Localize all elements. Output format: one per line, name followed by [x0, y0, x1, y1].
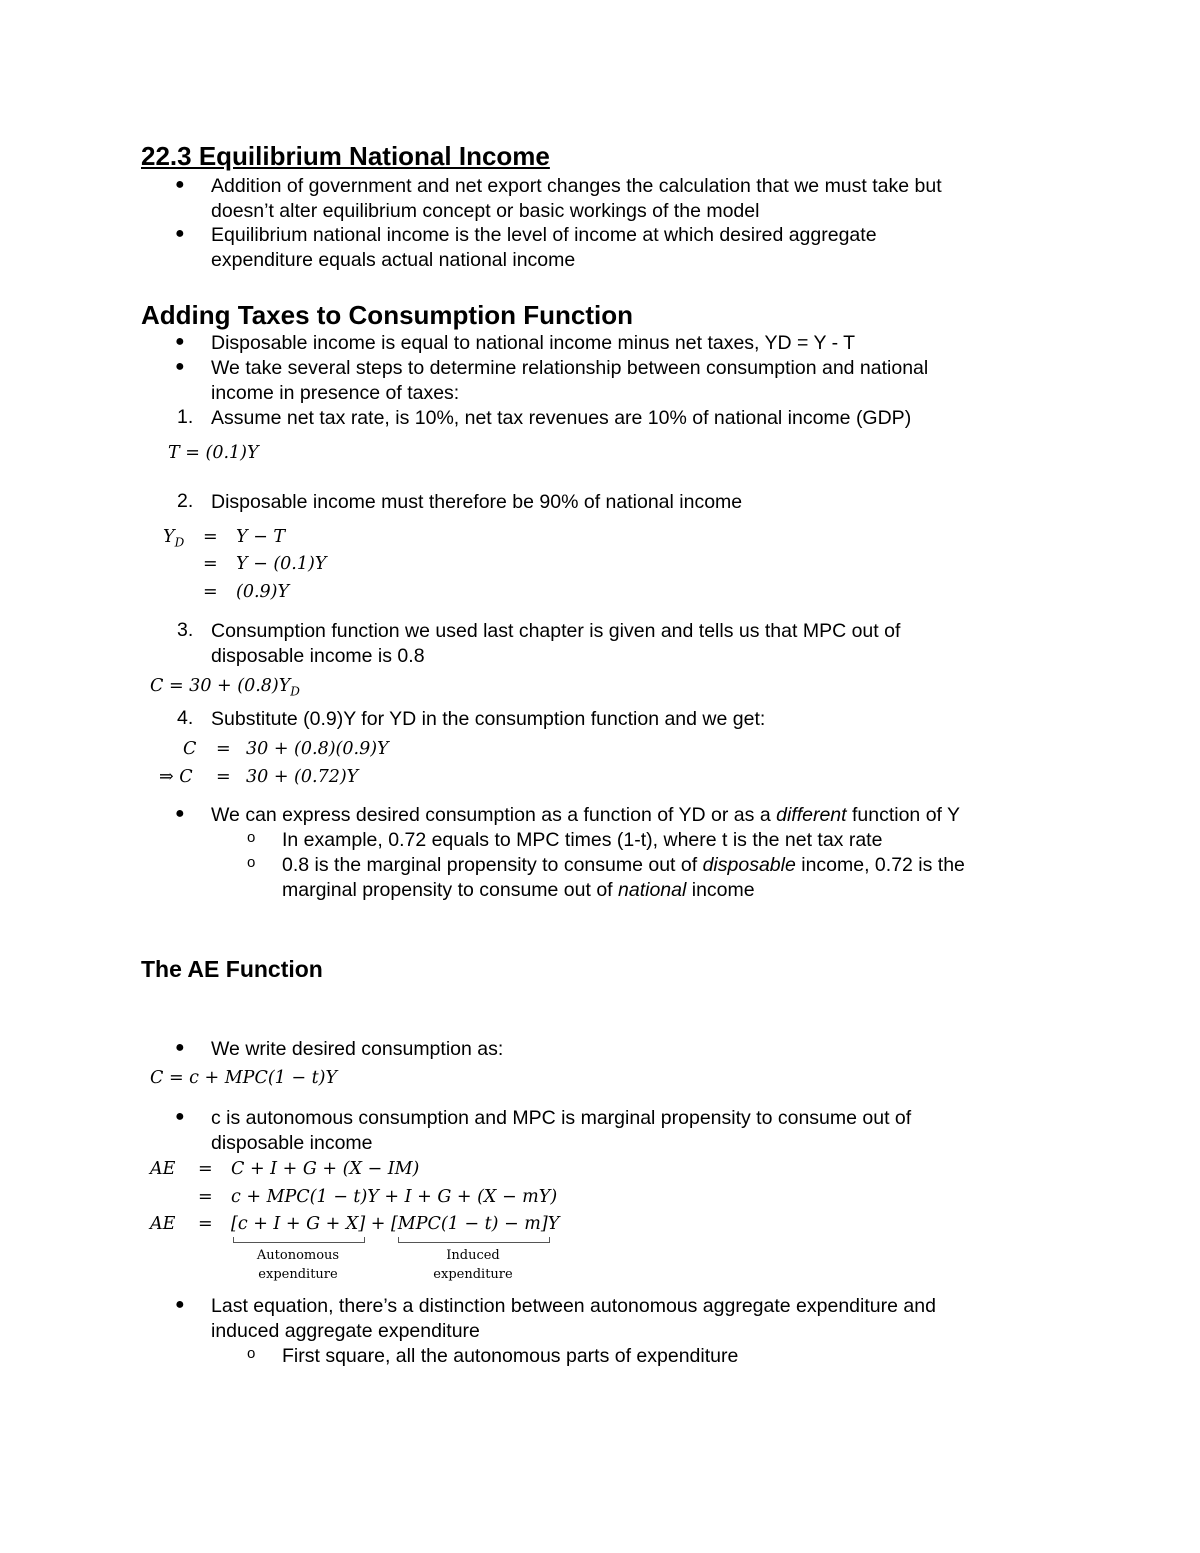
label-induced-expenditure: Induced expenditure [433, 1248, 513, 1282]
equation-rhs: (0.9)Y [236, 582, 290, 602]
equation-desired-consumption: C = c + MPC(1 − t)Y [150, 1068, 338, 1088]
section-title-adding-taxes: Adding Taxes to Consumption Function [141, 300, 634, 330]
equation-sign: = [198, 1159, 213, 1179]
bullet-text: c is autonomous consumption and MPC is marginal propensity to consume out of disposable income [211, 1107, 912, 1154]
sub-bullet-icon: o [247, 1345, 256, 1362]
step-number: 3. [177, 619, 194, 641]
equation-sign: = [203, 582, 218, 602]
bullet-icon: ● [175, 176, 185, 193]
equation-sign: = [216, 739, 231, 759]
bullet-icon: ● [175, 805, 185, 822]
equation-rhs: 30 + (0.8)(0.9)Y [246, 739, 389, 759]
bullet-icon: ● [175, 1296, 185, 1313]
equation-rhs: C + I + G + (X − IM) [231, 1159, 420, 1179]
equation-sign: = [203, 554, 218, 574]
bullet-text: Equilibrium national income is the level of income at which desired aggregate expenditure equals actual national income [211, 224, 877, 271]
step-text: Consumption function we used last chapter is given and tells us that MPC out of disposable income is 0.8 [211, 620, 901, 667]
step-text: Disposable income must therefore be 90% of national income [211, 491, 743, 513]
step-number: 4. [177, 707, 194, 729]
equation-consumption: $C = 30 + (0.8)Y_D$ [150, 676, 300, 699]
underbrace-induced [398, 1237, 550, 1243]
bullet-icon: ● [175, 333, 185, 350]
section-title-ae-function: The AE Function [141, 956, 323, 982]
bullet-icon: ● [175, 358, 185, 375]
bullet-text: Disposable income is equal to national income minus net taxes, YD = Y - T [211, 332, 856, 354]
underbrace-autonomous [233, 1237, 365, 1243]
bullet-icon: ● [175, 1108, 185, 1125]
bullet-icon: ● [175, 1039, 185, 1056]
bullet-text: We can express desired consumption as a function of YD or as a different function of Y [211, 804, 961, 826]
equation-sign: = [203, 527, 218, 547]
equation-tax: T = (0.1)Y [168, 443, 259, 463]
step-text: Assume net tax rate, is 10%, net tax revenues are 10% of national income (GDP) [211, 407, 912, 429]
sub-bullet-text: 0.8 is the marginal propensity to consume out of disposable income, 0.72 is the marginal propensity to consume out of national income [282, 854, 965, 901]
step-number: 2. [177, 490, 194, 512]
step-number: 1. [177, 406, 194, 428]
step-text: Substitute (0.9)Y for YD in the consumption function and we get: [211, 708, 766, 730]
equation-lhs: ⇒ C [159, 767, 193, 787]
equation-sign: = [198, 1214, 213, 1234]
bullet-text: We take several steps to determine relationship between consumption and national income in presence of taxes: [211, 357, 929, 404]
equation-rhs: Y − (0.1)Y [236, 554, 327, 574]
equation-rhs: Y − T [236, 527, 286, 547]
sub-bullet-icon: o [247, 854, 256, 871]
bullet-text: Addition of government and net export changes the calculation that we must take but doesn’t alter equilibrium concept or basic workings of the model [211, 175, 942, 222]
sub-bullet-icon: o [247, 829, 256, 846]
bullet-text: Last equation, there’s a distinction between autonomous aggregate expenditure and induced aggregate expenditure [211, 1295, 936, 1342]
equation-lhs: AE [150, 1159, 176, 1179]
equation-lhs: C [183, 739, 197, 759]
bullet-icon: ● [175, 225, 185, 242]
equation-sign: = [216, 767, 231, 787]
equation-rhs: c + MPC(1 − t)Y + I + G + (X − mY) [231, 1187, 558, 1207]
section-title-equilibrium: 22.3 Equilibrium National Income [141, 141, 550, 171]
equation-lhs: $Y_D$ [163, 527, 185, 550]
sub-bullet-text: In example, 0.72 equals to MPC times (1-t), where t is the net tax rate [282, 829, 883, 851]
label-autonomous-expenditure: Autonomous expenditure [256, 1248, 340, 1282]
equation-rhs: [c + I + G + X] + [MPC(1 − t) − m]Y [231, 1214, 560, 1234]
bullet-text: We write desired consumption as: [211, 1038, 504, 1060]
equation-sign: = [198, 1187, 213, 1207]
equation-rhs: 30 + (0.72)Y [246, 767, 359, 787]
equation-lhs: AE [150, 1214, 176, 1234]
sub-bullet-text: First square, all the autonomous parts of expenditure [282, 1345, 739, 1367]
